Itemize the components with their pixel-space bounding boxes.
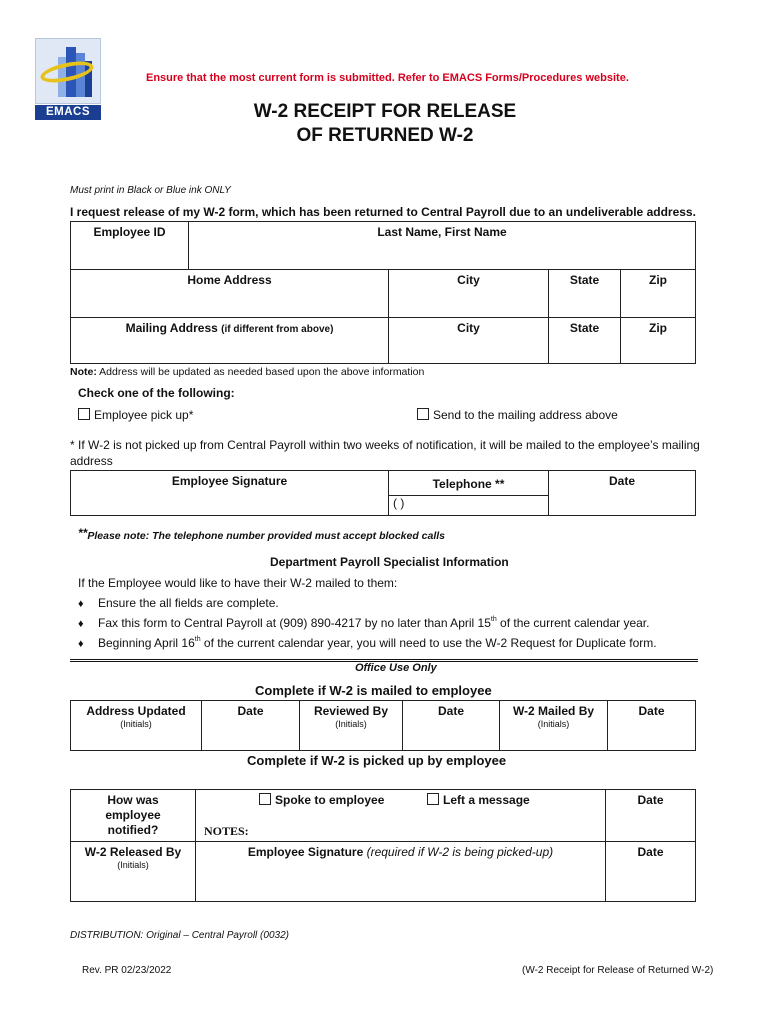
pickup-signature-note: (required if W-2 is being picked-up) [363,845,554,859]
logo-graphic [35,38,101,104]
diamond-bullet-icon: ♦ [78,598,84,610]
initials-label: (Initials) [120,719,152,729]
home-state-field[interactable] [549,270,621,318]
bullet-text-end: of the current calendar year, you will need to use the W-2 Request for Duplicate form. [200,636,657,650]
spoke-checkbox[interactable] [259,793,271,805]
mail-option[interactable] [417,408,618,422]
form-notice: Ensure that the most current form is submitted. Refer to EMACS Forms/Procedures website. [146,72,629,84]
title-line-2: OF RETURNED W-2 [296,125,474,146]
notes-label: NOTES: [204,824,249,838]
bullet-item [78,616,649,630]
ordinal-suffix: th [194,636,201,643]
state-label: State [569,273,600,287]
date-label: Date [637,793,664,807]
pickup-checkbox[interactable] [78,408,90,420]
home-address-field[interactable] [71,270,389,318]
phone-format: ( ) [389,495,548,515]
date-label: Date [608,474,635,488]
mailing-city-field[interactable] [389,318,549,364]
date-label: Date [237,704,264,718]
released-date-field[interactable] [606,842,696,902]
blocked-calls-note [78,526,445,542]
note-label: Note: [70,366,97,378]
notified-date-field[interactable] [606,790,696,842]
pickup-signature-field[interactable] [196,842,606,902]
double-asterisk: ** [78,526,88,540]
mail-option-label: Send to the mailing address above [433,408,618,422]
how-notified-label: How was employee notified? [105,793,161,837]
mailing-address-label: Mailing Address [125,321,218,335]
mailed-by-field[interactable] [500,701,608,751]
home-address-label: Home Address [187,273,272,287]
name-label: Last Name, First Name [377,225,507,239]
notification-method-field [196,790,606,842]
bullet-text: Beginning April 16 [98,636,195,650]
spoke-label: Spoke to employee [275,793,385,807]
office-use-heading: Office Use Only [355,662,437,674]
employee-id-field[interactable] [71,222,189,270]
distribution-note: DISTRIBUTION: Original – Central Payroll (0032) [70,930,289,941]
reviewed-by-label: Reviewed By [313,704,389,718]
title-line-1: W-2 RECEIPT FOR RELEASE [253,101,517,122]
bullet-text-end: of the current calendar year. [496,616,650,630]
name-field[interactable] [189,222,696,270]
employee-id-label: Employee ID [93,225,166,239]
city-label: City [457,273,480,287]
mailed-section-title: Complete if W-2 is mailed to employee [255,683,492,698]
date-label: Date [637,845,664,859]
reviewed-by-field[interactable] [300,701,403,751]
mailed-date-field[interactable] [608,701,696,751]
request-statement: I request release of my W-2 form, which has been returned to Central Payroll due to an undeliverable address. [70,205,696,219]
initials-label: (Initials) [537,719,570,729]
how-notified-field [71,790,196,842]
dept-intro: If the Employee would like to have their W-2 mailed to them: [78,576,398,590]
employee-signature-field[interactable] [71,471,389,516]
note-text: Address will be updated as needed based upon the above information [96,366,425,378]
emacs-logo [35,38,101,120]
bullet-item [78,636,657,650]
bullet-text: Fax this form to Central Payroll at (909) 890-4217 by no later than April 15 [98,616,491,630]
telephone-label: Telephone ** [432,477,505,491]
zip-label: Zip [649,321,667,335]
released-by-field[interactable] [71,842,196,902]
mail-checkbox[interactable] [417,408,429,420]
mailing-address-field[interactable] [71,318,389,364]
date-label: Date [437,704,464,718]
bullet-text: Ensure the all fields are complete. [98,596,279,610]
left-message-checkbox[interactable] [427,793,439,805]
signature-table [70,470,696,516]
pickup-footnote: * If W-2 is not picked up from Central Payroll within two weeks of notification, it will be mailed to the employee’s mailing address [70,438,700,468]
pickup-option[interactable] [78,408,193,422]
initials-label: (Initials) [117,860,149,870]
date-label: Date [638,704,665,718]
mailing-zip-field[interactable] [621,318,696,364]
zip-label: Zip [649,273,667,287]
address-note [70,366,424,378]
signature-date-field[interactable] [549,471,696,516]
mailing-qualifier: (if different from above) [221,324,334,335]
address-updated-date-field[interactable] [202,701,300,751]
blocked-calls-text: Please note: The telephone number provided must accept blocked calls [87,530,446,542]
mailed-by-label: W-2 Mailed By [512,704,595,718]
telephone-field[interactable] [389,471,549,516]
home-city-field[interactable] [389,270,549,318]
left-message-label: Left a message [443,793,530,807]
address-updated-label: Address Updated [86,704,186,718]
city-label: City [457,321,480,335]
logo-text: EMACS [35,105,101,120]
ink-instruction: Must print in Black or Blue ink ONLY [70,185,231,196]
pickup-option-label: Employee pick up* [94,408,194,422]
address-updated-field[interactable] [71,701,202,751]
ordinal-suffix: th [490,616,497,623]
spoke-option[interactable] [259,793,384,807]
reviewed-date-field[interactable] [403,701,500,751]
revision-label: Rev. PR 02/23/2022 [82,965,172,976]
home-zip-field[interactable] [621,270,696,318]
bullet-item [78,596,279,610]
employee-info-table [70,221,696,364]
signature-label: Employee Signature [171,474,288,488]
left-message-option[interactable] [427,793,530,807]
diamond-bullet-icon: ♦ [78,618,84,630]
pickup-table [70,789,696,902]
mailing-state-field[interactable] [549,318,621,364]
mailed-table [70,700,696,751]
pickup-signature-label: Employee Signature [247,845,364,859]
released-by-label: W-2 Released By [84,845,182,859]
diamond-bullet-icon: ♦ [78,638,84,650]
initials-label: (Initials) [335,719,367,729]
dept-heading: Department Payroll Specialist Information [270,555,509,569]
form-title [230,100,540,148]
check-one-heading: Check one of the following: [78,386,235,400]
state-label: State [569,321,600,335]
footer-form-title: (W-2 Receipt for Release of Returned W-2) [522,965,714,976]
picked-section-title: Complete if W-2 is picked up by employee [247,753,507,768]
